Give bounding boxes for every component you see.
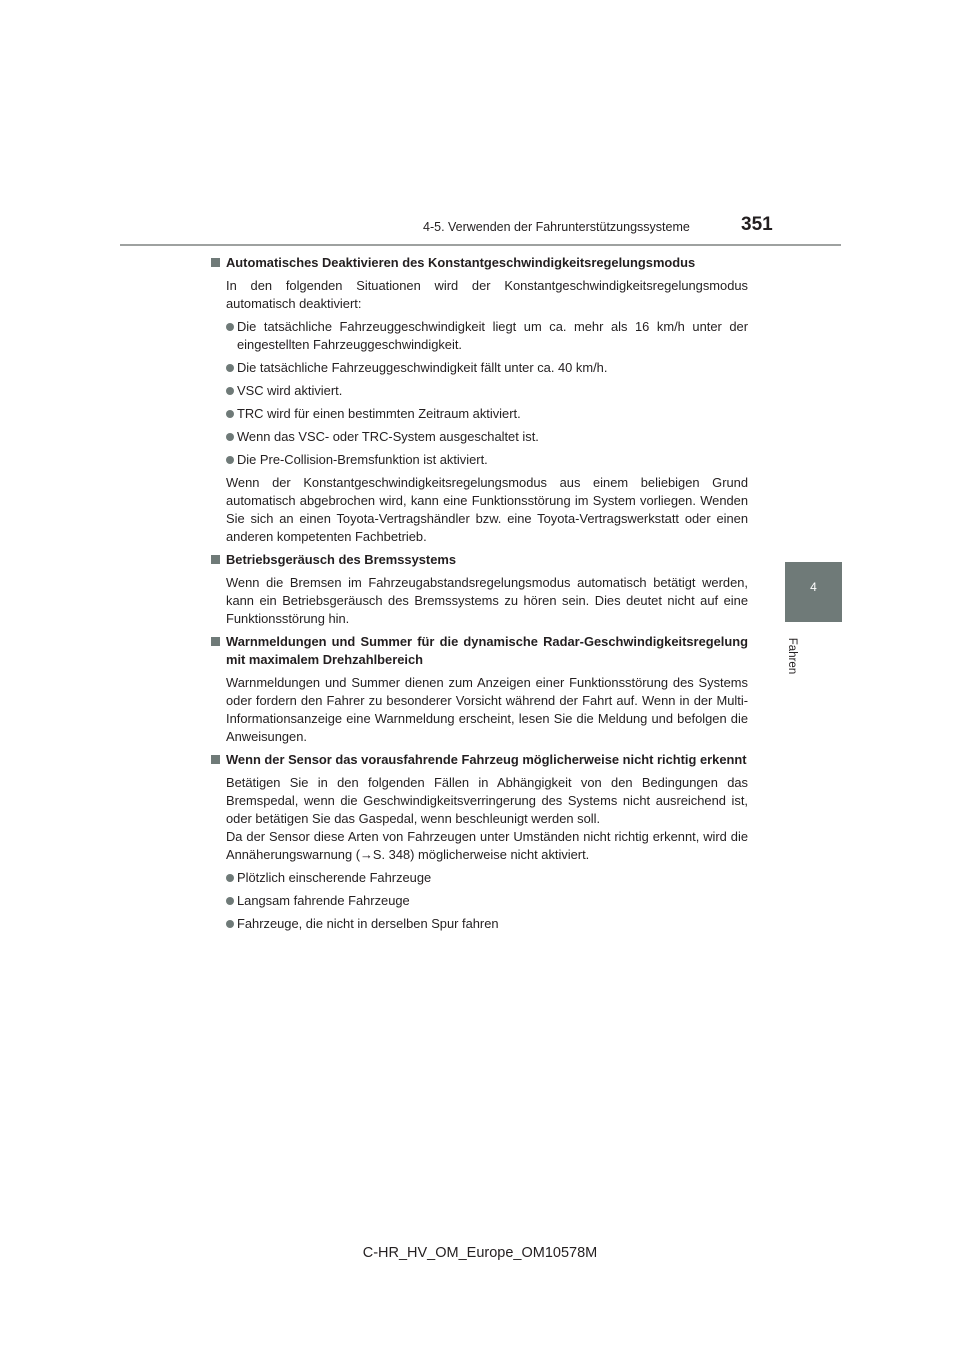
- bullet-text: Plötzlich einscherende Fahrzeuge: [237, 870, 432, 885]
- paragraph: Wenn der Konstantgeschwindigkeitsregelungsmodus aus einem beliebigen Grund automatisch abgebrochen wird, kann eine Funktionsstörung im System vorliegen. Wenden Sie sich an einen Toyota-Vertragshändler bzw. eine Toyota-Vertragswerkstatt oder einen anderen kompetenten Fachbetrieb.: [226, 475, 748, 544]
- paragraph: [210, 574, 748, 628]
- round-bullet-icon: [226, 387, 234, 395]
- section-1: [210, 254, 748, 546]
- paragraph-line: Wenn die Bremsen im Fahrzeugabstandsregelungsmodus automatisch betätigt werden, kann ein Betriebsgeräusch des Bremssystems zu hören sein. Dies deutet nicht auf eine Funktionsstörung hin.: [226, 575, 748, 626]
- chapter-number: 4: [810, 580, 817, 594]
- page-content: [210, 254, 748, 938]
- footer-document-code: C-HR_HV_OM_Europe_OM10578M: [362, 1245, 598, 1261]
- bullet-text: Fahrzeuge, die nicht in derselben Spur fahren: [237, 916, 499, 931]
- bullet-text: Die tatsächliche Fahrzeuggeschwindigkeit fällt unter ca. 40 km/h.: [237, 360, 608, 375]
- section-2: [210, 551, 748, 628]
- bullet-item: [210, 318, 748, 354]
- section-heading: [210, 633, 748, 669]
- section-heading: [210, 551, 748, 569]
- section-4: [210, 751, 748, 933]
- square-bullet-icon: [211, 555, 220, 564]
- round-bullet-icon: [226, 433, 234, 441]
- chapter-tab: [785, 562, 842, 622]
- bullet-item: [210, 405, 748, 423]
- chapter-label: Fahren: [786, 637, 798, 675]
- paragraph: [210, 277, 748, 313]
- paragraph-line: Warnmeldungen und Summer dienen zum Anzeigen einer Funktionsstörung des Systems oder fordern den Fahrer zu besonderer Vorsicht während der Fahrt auf. Wenn in der Multi-Informationsanzeige eine Warnmeldung erscheint, lesen Sie die Meldung und befolgen die Anweisungen.: [226, 675, 748, 744]
- section-heading-text: Betriebsgeräusch des Bremssystems: [226, 552, 456, 567]
- paragraph-line: Da der Sensor diese Arten von Fahrzeugen unter Umständen nicht richtig erkennt, wird die Annäherungswarnung (→S. 348) möglicherweise nicht aktiviert.: [226, 829, 748, 862]
- paragraph-line: In den folgenden Situationen wird der Konstantgeschwindigkeitsregelungsmodus automatisch deaktiviert:: [226, 278, 748, 311]
- section-heading-text: Wenn der Sensor das vorausfahrende Fahrzeug möglicherweise nicht richtig erkennt: [226, 752, 747, 767]
- round-bullet-icon: [226, 364, 234, 372]
- section-heading: [210, 751, 748, 769]
- round-bullet-icon: [226, 410, 234, 418]
- page-number: 351: [741, 214, 773, 235]
- bullet-text: Die Pre-Collision-Bremsfunktion ist aktiviert.: [237, 452, 488, 467]
- bullet-item: [210, 451, 748, 469]
- bullet-item: [210, 428, 748, 446]
- bullet-text: Wenn das VSC- oder TRC-System ausgeschaltet ist.: [237, 429, 539, 444]
- square-bullet-icon: [211, 637, 220, 646]
- header-divider: [120, 244, 841, 246]
- round-bullet-icon: [226, 897, 234, 905]
- round-bullet-icon: [226, 920, 234, 928]
- bullet-item: [210, 382, 748, 400]
- square-bullet-icon: [211, 258, 220, 267]
- round-bullet-icon: [226, 874, 234, 882]
- bullet-text: VSC wird aktiviert.: [237, 383, 343, 398]
- round-bullet-icon: [226, 456, 234, 464]
- bullet-text: TRC wird für einen bestimmten Zeitraum aktiviert.: [237, 406, 521, 421]
- section-heading-text: Automatisches Deaktivieren des Konstantgeschwindigkeitsregelungsmodus: [226, 255, 696, 270]
- square-bullet-icon: [211, 755, 220, 764]
- bullet-text: Die tatsächliche Fahrzeuggeschwindigkeit liegt um ca. mehr als 16 km/h unter der eingestellten Fahrzeuggeschwindigkeit.: [237, 319, 748, 352]
- section-heading-text: Warnmeldungen und Summer für die dynamische Radar-Geschwindigkeitsregelung mit maximalem Drehzahlbereich: [226, 634, 748, 667]
- bullet-item: [210, 869, 748, 887]
- bullet-item: [210, 892, 748, 910]
- bullet-text: Langsam fahrende Fahrzeuge: [237, 893, 410, 908]
- paragraph: [210, 774, 748, 864]
- section-3: [210, 633, 748, 746]
- bullet-item: [210, 359, 748, 377]
- round-bullet-icon: [226, 323, 234, 331]
- header-section-title: 4-5. Verwenden der Fahrunterstützungssysteme: [423, 220, 690, 234]
- section-heading: [210, 254, 748, 272]
- bullet-item: [210, 915, 748, 933]
- paragraph-line: Betätigen Sie in den folgenden Fällen in Abhängigkeit von den Bedingungen das Bremspedal, wenn die Geschwindigkeitsverringerung des Systems nicht ausreichend ist, oder betätigen Sie das Gaspedal, wenn beschleunigt werden soll.: [226, 775, 748, 826]
- paragraph: [210, 674, 748, 746]
